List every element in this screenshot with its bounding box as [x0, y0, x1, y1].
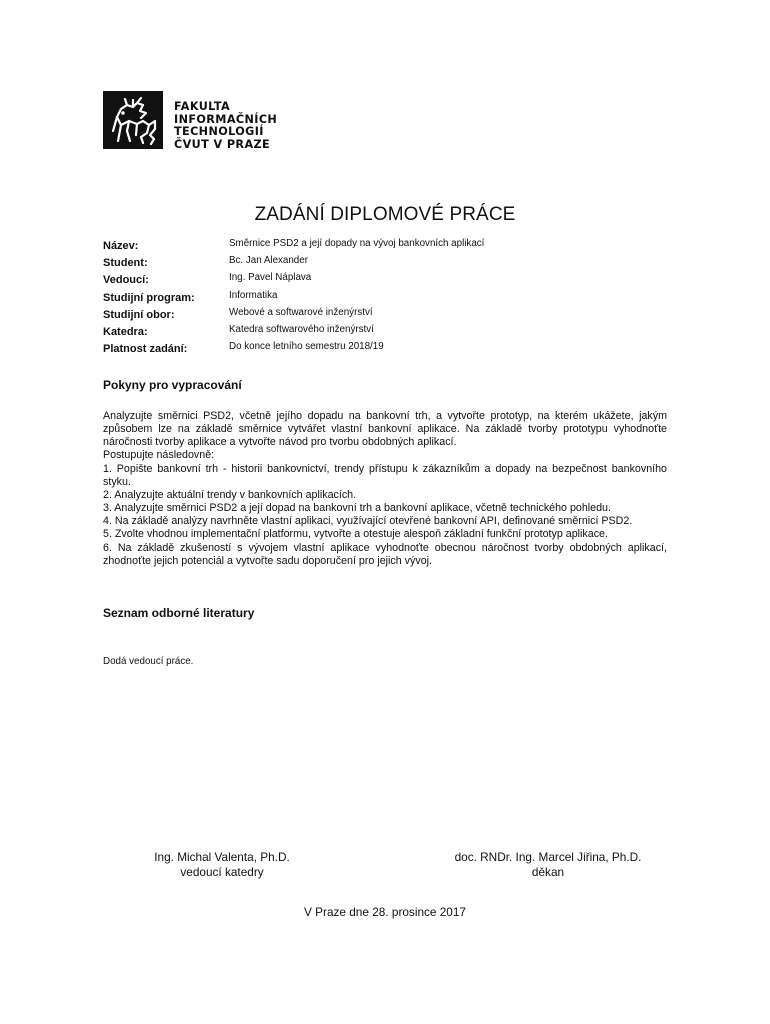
- faculty-line-4: ČVUT V PRAZE: [174, 137, 271, 151]
- meta-label: Katedra:: [103, 325, 148, 338]
- instructions-paragraph: 1. Popište bankovní trh - historii bankovnictví, trendy přístupu k zákazníkům a dopady na bezpečnost bankovního styku.: [103, 462, 667, 488]
- faculty-name: [174, 101, 277, 151]
- meta-row-title: [103, 238, 703, 255]
- meta-label: Studijní program:: [103, 291, 195, 304]
- instructions-heading: Pokyny pro vypracování: [103, 378, 242, 392]
- meta-value: Webové a softwarové inženýrství: [229, 306, 373, 318]
- cvut-lion-logo-icon: [103, 91, 163, 149]
- instructions-body: [103, 410, 667, 568]
- instructions-paragraph: 5. Zvolte vhodnou implementační platformu, vytvořte a otestuje alespoň základní funkční prototyp aplikace.: [103, 528, 608, 541]
- meta-label: Název:: [103, 240, 139, 252]
- meta-value: Informatika: [229, 289, 278, 301]
- signature-left: [133, 850, 311, 879]
- meta-row-program: [103, 290, 703, 307]
- faculty-line-3: TECHNOLOGIÍ: [174, 125, 264, 139]
- faculty-line-2: INFORMAČNÍCH: [174, 112, 278, 126]
- instructions-paragraph: 2. Analyzujte aktuální trendy v bankovních aplikacích.: [103, 488, 357, 501]
- place-date: V Praze dne 28. prosince 2017: [304, 905, 466, 919]
- meta-label: Vedoucí:: [103, 274, 149, 287]
- meta-value: Směrnice PSD2 a její dopady na vývoj bankovních aplikací: [229, 238, 485, 249]
- instructions-paragraph: Analyzujte směrnici PSD2, včetně jejího dopadu na bankovní trh, a vytvořte prototyp, na kterém ukážete, jakým způsobem lze na základě směrnice vytvářet vlastní bankovní aplikace. Na základě tvorby prototypu vyhodnoťte náročnosti tvorby aplikace a vytvořte návod pro tvorbu obdobných aplikací.: [103, 410, 667, 449]
- signature-name: doc. RNDr. Ing. Marcel Jiřina, Ph.D.: [454, 850, 642, 864]
- meta-row-validity: [103, 341, 703, 358]
- meta-value: Bc. Jan Alexander: [229, 255, 308, 267]
- signature-name: Ing. Michal Valenta, Ph.D.: [154, 850, 290, 864]
- meta-value: Katedra softwarového inženýrství: [229, 323, 374, 335]
- instructions-paragraph: 6. Na základě zkušeností s vývojem vlastní aplikace vyhodnoťte obecnou náročnost tvorby obdobných aplikací, zhodnoťte jejich potenciál a vytvořte sadu doporučení pro jejich vývoj.: [103, 541, 667, 567]
- signature-role: děkan: [531, 864, 565, 879]
- faculty-line-1: FAKULTA: [174, 100, 231, 113]
- instructions-paragraph: 3. Analyzujte směrnici PSD2 a její dopad na bankovní trh a bankovní aplikace, včetně technického pohledu.: [103, 502, 611, 515]
- document-title: ZADÁNÍ DIPLOMOVÉ PRÁCE: [254, 204, 516, 225]
- meta-label: Student:: [103, 257, 148, 270]
- meta-row-department: [103, 324, 703, 341]
- meta-row-field: [103, 307, 703, 324]
- literature-heading: Seznam odborné literatury: [103, 606, 255, 620]
- meta-value: Do konce letního semestru 2018/19: [229, 341, 384, 353]
- signature-role: vedoucí katedry: [180, 864, 264, 879]
- thesis-metadata: [103, 238, 703, 358]
- meta-value: Ing. Pavel Náplava: [229, 272, 312, 284]
- meta-label: Platnost zadání:: [103, 343, 188, 356]
- meta-row-supervisor: [103, 272, 703, 289]
- meta-label: Studijní obor:: [103, 308, 175, 321]
- literature-text: Dodá vedoucí práce.: [103, 656, 194, 667]
- signature-right: [438, 850, 658, 879]
- instructions-paragraph: 4. Na základě analýzy navrhněte vlastní aplikaci, využívající otevřené bankovní API, definované směrnicí PSD2.: [103, 515, 633, 528]
- meta-row-student: [103, 255, 703, 272]
- instructions-paragraph: Postupujte následovně:: [103, 449, 215, 462]
